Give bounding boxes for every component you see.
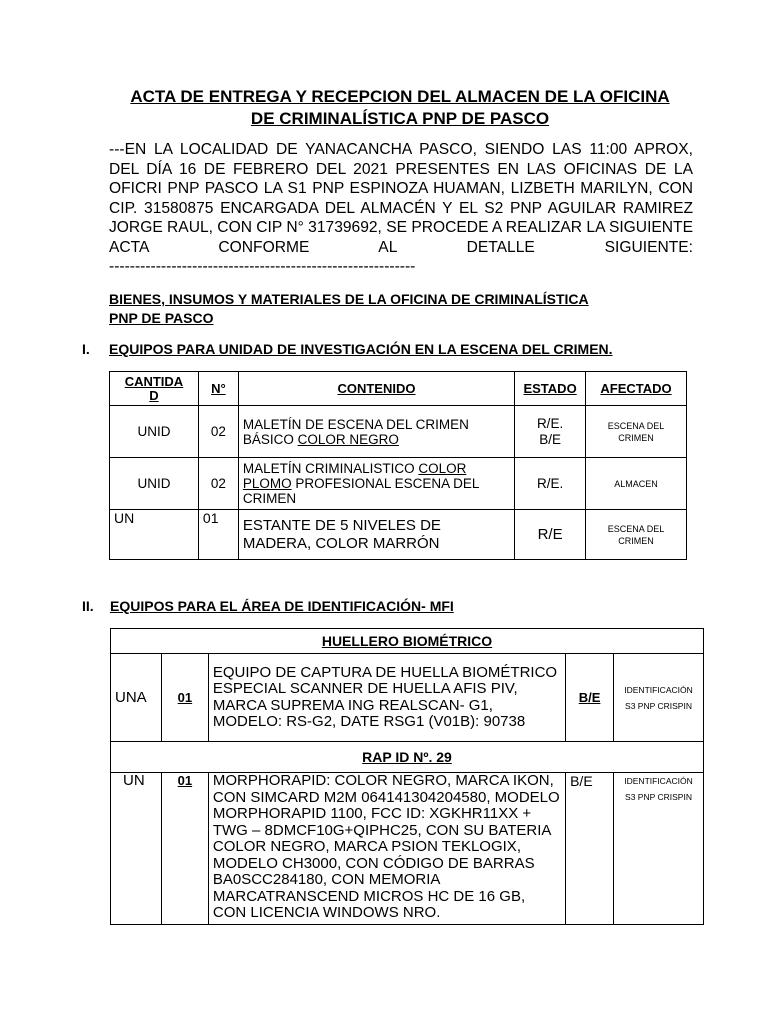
header-contenido: CONTENIDO xyxy=(238,372,514,406)
equipment-table-2 xyxy=(110,628,704,925)
cell-contenido: ESTANTE DE 5 NIVELES DE MADERA, COLOR MARRÓN xyxy=(238,510,514,560)
section-2-number: II. xyxy=(82,598,94,614)
cell-contenido: MORPHORAPID: COLOR NEGRO, MARCA IKON, CON SIMCARD M2M 064141304204580, MODELO MORPHORAPID 1100, FCC ID: XGKHR11XX + TWG – 8DMCF10G+QIPHC25, CON SU BATERIA COLOR NEGRO, MARCA PSION TEKLOGIX, MODELO CH3000, CON CÓDIGO DE BARRAS BA0SCC284180, CON MEMORIA MARCATRANSCEND MICROS HC DE 16 GB, CON LICENCIA WINDOWS NRO. xyxy=(208,773,565,925)
cell-afectado: IDENTIFICACIÓN S3 PNP CRISPIN xyxy=(614,773,704,925)
intro-text: ---EN LA LOCALIDAD DE YANACANCHA PASCO, SIENDO LAS 11:00 APROX, DEL DÍA 16 DE FEBRERO DEL 2021 PRESENTES EN LAS OFICINAS DE LA OFICRI PNP PASCO LA S1 PNP ESPINOZA HUAMAN, LIZBETH MARILYN, CON CIP. 31580875 ENCARGADA DEL ALMACÉN Y EL S2 PNP AGUILAR RAMIREZ JORGE RAUL, CON CIP N° 31739692, SE PROCEDE A REALIZAR LA SIGUIENTE ACTA CONFORME AL DETALLE SIGUIENTE: xyxy=(109,141,693,256)
cell-afectado: ESCENA DEL CRIMEN xyxy=(586,406,687,458)
cell-cantidad: UNID xyxy=(110,406,199,458)
cell-numero: 01 xyxy=(198,510,238,560)
header-numero: N° xyxy=(198,372,238,406)
bienes-heading-line-2: PNP DE PASCO xyxy=(109,310,214,326)
cell-afectado: ALMACEN xyxy=(586,458,687,510)
cell-cantidad: UNID xyxy=(110,458,199,510)
cell-estado: R/E. xyxy=(515,458,586,510)
cell-numero: 01 xyxy=(161,654,208,742)
intro-dashes: ----------------------------------------------------------- xyxy=(109,258,416,275)
header-cantidad: CANTIDAD xyxy=(110,372,199,406)
cell-estado: R/E. B/E xyxy=(515,406,586,458)
section-2-heading: EQUIPOS PARA EL ÁREA DE IDENTIFICACIÓN- MFI xyxy=(110,598,454,614)
document-title xyxy=(100,86,700,130)
cell-estado: B/E xyxy=(566,773,614,925)
cell-estado: B/E xyxy=(566,654,614,742)
title-line-2: DE CRIMINALÍSTICA PNP DE PASCO xyxy=(250,109,550,128)
header-estado: ESTADO xyxy=(515,372,586,406)
cell-afectado: ESCENA DEL CRIMEN xyxy=(586,510,687,560)
table-row xyxy=(111,654,704,742)
cell-afectado: IDENTIFICACIÓN S3 PNP CRISPIN xyxy=(614,654,704,742)
group-title-row xyxy=(111,742,704,773)
table-row xyxy=(110,510,687,560)
group-title-huellero: HUELLERO BIOMÉTRICO xyxy=(111,629,704,654)
cell-numero: 01 xyxy=(161,773,208,925)
cell-contenido: EQUIPO DE CAPTURA DE HUELLA BIOMÉTRICO ESPECIAL SCANNER DE HUELLA AFIS PIV, MARCA SUPREMA ING REALSCAN- G1, MODELO: RS-G2, DATE RSG1 (V01B): 90738 xyxy=(208,654,565,742)
cell-cantidad: UN xyxy=(111,773,162,925)
group-title-rap-id: RAP ID Nº. 29 xyxy=(111,742,704,773)
cell-numero: 02 xyxy=(198,406,238,458)
group-title-row xyxy=(111,629,704,654)
cell-contenido: MALETÍN CRIMINALISTICO COLOR PLOMO PROFESIONAL ESCENA DEL CRIMEN xyxy=(238,458,514,510)
cell-cantidad: UN xyxy=(110,510,199,560)
cell-estado: R/E xyxy=(515,510,586,560)
table-row xyxy=(111,773,704,925)
cell-contenido: MALETÍN DE ESCENA DEL CRIMEN BÁSICO COLOR NEGRO xyxy=(238,406,514,458)
table-row xyxy=(110,406,687,458)
intro-paragraph xyxy=(109,140,693,277)
section-1-number: I. xyxy=(82,341,90,357)
bienes-heading xyxy=(109,290,689,328)
title-line-1: ACTA DE ENTREGA Y RECEPCION DEL ALMACEN DE LA OFICINA xyxy=(130,87,670,106)
table-row xyxy=(110,458,687,510)
cell-cantidad: UNA xyxy=(111,654,162,742)
table-header-row xyxy=(110,372,687,406)
cell-numero: 02 xyxy=(198,458,238,510)
equipment-table-1 xyxy=(109,371,687,560)
section-1-heading: EQUIPOS PARA UNIDAD DE INVESTIGACIÓN EN LA ESCENA DEL CRIMEN. xyxy=(109,341,613,357)
bienes-heading-line-1: BIENES, INSUMOS Y MATERIALES DE LA OFICINA DE CRIMINALÍSTICA xyxy=(109,291,589,307)
header-afectado: AFECTADO xyxy=(586,372,687,406)
